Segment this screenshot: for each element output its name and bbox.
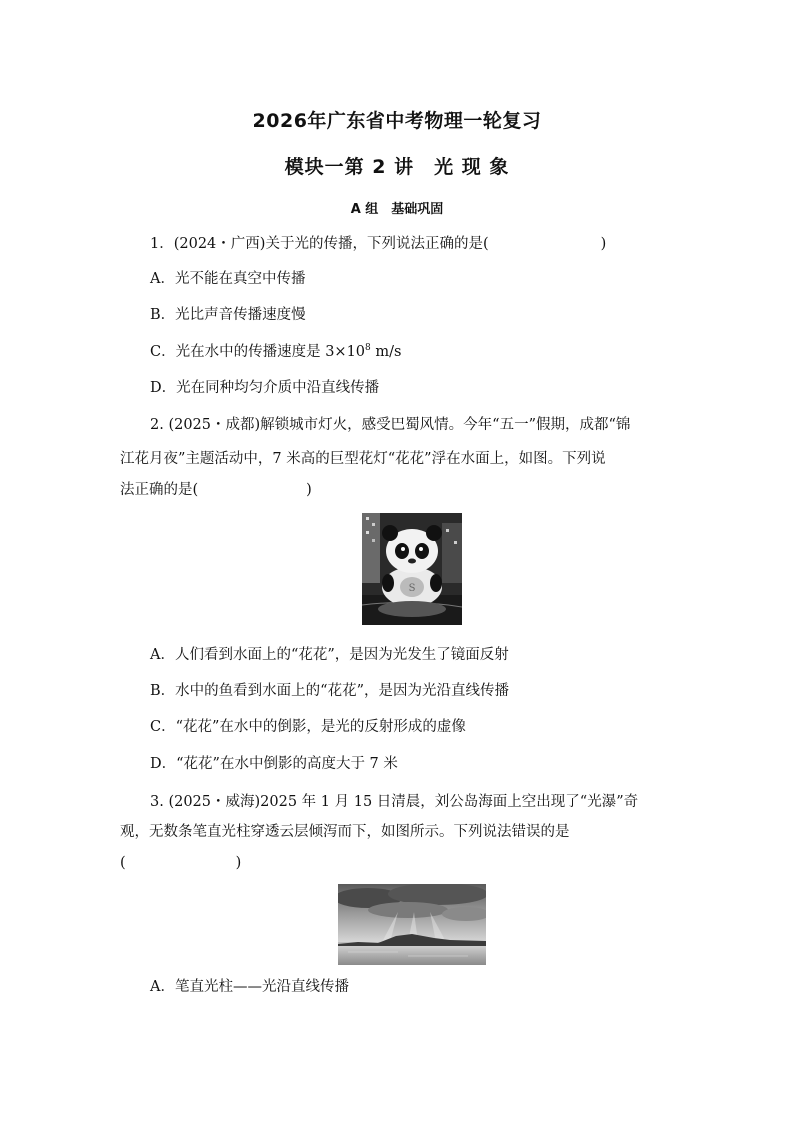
svg-text:S: S — [408, 583, 416, 594]
question-2-line-2: 江花月夜”主题活动中，7 米高的巨型花灯“花花”浮在水面上，如图。下列说 — [120, 451, 606, 467]
panda-lantern-photo — [362, 513, 462, 625]
option-c-unit: m/s — [370, 344, 402, 360]
question-2-option-c: C．“花花”在水中的倒影，是光的反射形成的虚像 — [150, 719, 466, 735]
question-2-close-paren: ) — [306, 482, 312, 498]
sea-clouds-illustration — [338, 884, 486, 965]
question-1-option-a: A．光不能在真空中传播 — [150, 271, 306, 287]
question-2-option-b: B．水中的鱼看到水面上的“花花”，是因为光沿直线传播 — [150, 683, 509, 699]
question-3-close-paren: ) — [235, 855, 242, 871]
light-waterfall-photo — [338, 884, 486, 965]
question-3-line-1: 3. (2025・威海)2025 年 1 月 15 日清晨，刘公岛海面上空出现了“光瀑”奇 — [150, 794, 639, 810]
question-2-line-1: 2. (2025・成都)解锁城市灯火，感受巴蜀风情。今年“五一”假期，成都“锦 — [150, 417, 631, 433]
question-3-open-paren: ( — [120, 855, 126, 871]
group-heading: A 组 基础巩固 — [350, 202, 444, 217]
question-2-option-d: D．“花花”在水中倒影的高度大于 7 米 — [150, 756, 398, 772]
lesson-subtitle: 模块一第 2 讲 光 现 象 — [284, 156, 510, 178]
question-2-text-end: 法正确的是( — [120, 482, 199, 498]
document-title: 2026年广东省中考物理一轮复习 — [252, 110, 542, 132]
question-1-option-c — [150, 342, 401, 362]
question-3-line-2: 观，无数条笔直光柱穿透云层倾泻而下，如图所示。下列说法错误的是 — [120, 824, 570, 840]
question-2-line-3 — [120, 480, 312, 500]
question-2-option-a: A．人们看到水面上的“花花”，是因为光发生了镜面反射 — [150, 647, 509, 663]
panda-lantern-illustration — [362, 513, 462, 625]
question-1-option-d: D．光在同种均匀介质中沿直线传播 — [150, 380, 380, 396]
question-1-close-paren: ) — [600, 236, 607, 252]
option-c-exponent: 8 — [365, 343, 371, 353]
question-1-stem — [150, 234, 606, 254]
question-3-line-3 — [120, 853, 241, 873]
question-3-option-a: A．笔直光柱——光沿直线传播 — [150, 979, 349, 995]
option-c-text: C．光在水中的传播速度是 3×10 — [150, 344, 366, 360]
question-1-option-b: B．光比声音传播速度慢 — [150, 307, 306, 323]
question-1-text: 1．(2024・广西)关于光的传播，下列说法正确的是( — [150, 236, 489, 252]
